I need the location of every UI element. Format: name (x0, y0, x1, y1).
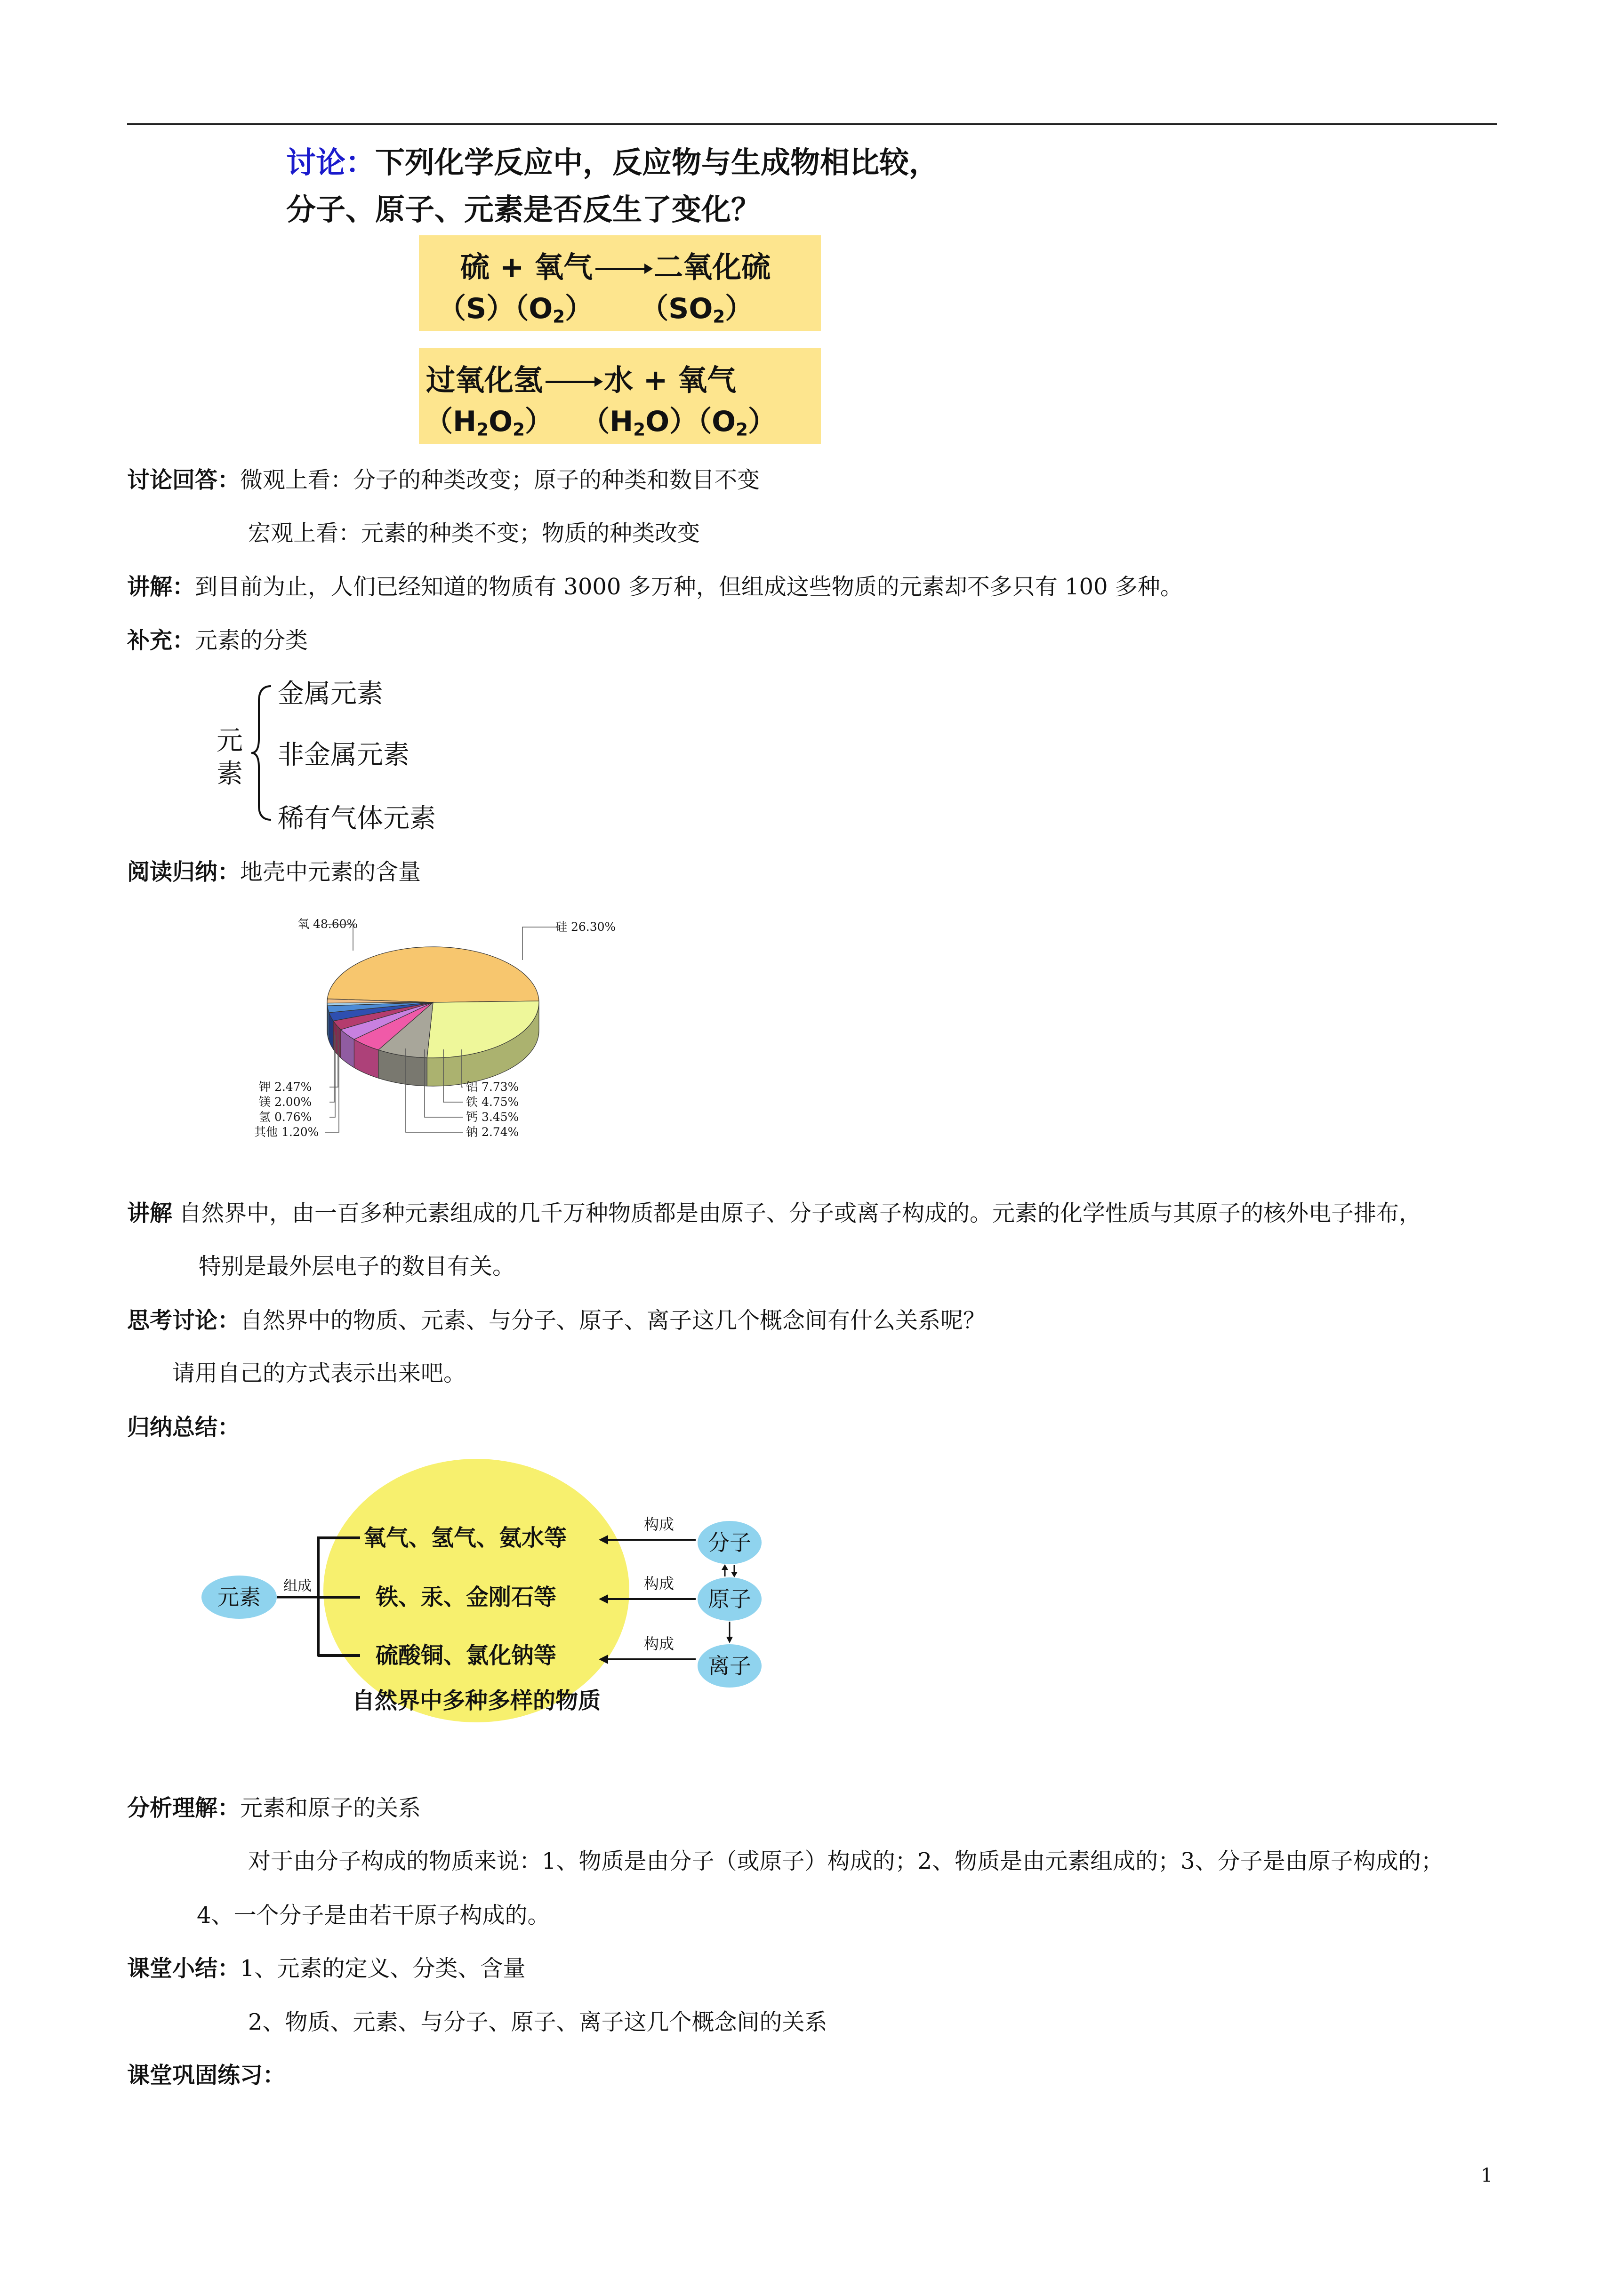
think-label: 思考讨论： (127, 1307, 241, 1334)
formula-so2-sub: 2 (713, 306, 725, 327)
explain-2-text-1: 自然界中，由一百多种元素组成的几千万种物质都是由原子、分子或离子构成的。元素的化学性质与其原子的核外电子排布， (179, 1200, 1422, 1226)
substance-1: 氧气、氢气、氨水等 (363, 1526, 567, 1551)
explain-2-text-2: 特别是最外层电子的数目有关。 (199, 1253, 515, 1280)
concept-map (188, 1459, 800, 1765)
reading (127, 858, 421, 886)
reaction-1-words (460, 244, 771, 286)
header-rule (127, 123, 1497, 125)
formula-s: S (466, 292, 487, 325)
analysis-line-1: 对于由分子构成的物质来说：1、物质是由分子（或原子）构成的；2、物质是由元素组成的；3、分子是由原子构成的； (248, 1848, 1444, 1874)
class-item-metal: 金属元素 (278, 679, 383, 709)
reaction-arrow-icon (595, 268, 651, 270)
f-h: H (610, 405, 634, 438)
pie-label-氢: 氢 0.76% (259, 1110, 312, 1124)
pie-label-铝: 铝 7.73% (466, 1080, 519, 1094)
formula-h2o (610, 405, 669, 438)
pie-label-铁: 铁 4.75% (466, 1095, 519, 1109)
answer-macro: 宏观上看：元素的种类不变；物质的种类改变 (248, 520, 700, 546)
reading-text: 地壳中元素的含量 (240, 859, 421, 885)
substance-2: 铁、汞、金刚石等 (376, 1585, 557, 1610)
classification-root-top: 元 (217, 726, 243, 756)
f-o: O (645, 405, 670, 438)
explain-1 (127, 573, 1183, 601)
class-summary-item-1: 1、元素的定义、分类、含量 (240, 1955, 526, 1982)
class-summary-label: 课堂小结： (127, 1955, 241, 1982)
discussion-question-2: 分子、原子、元素是否反生了变化？ (286, 192, 761, 227)
reaction-2-reactant: 过氧化氢 (426, 363, 543, 397)
class-summary (127, 1954, 526, 1983)
formula-so2 (668, 292, 725, 325)
pie-leader-硅 (522, 927, 560, 960)
f-sub: 2 (476, 419, 489, 440)
pie-label-钠: 钠 2.74% (466, 1125, 519, 1139)
formula-so2-base: SO (668, 292, 713, 325)
pie-label-钾: 钾 2.47% (259, 1080, 312, 1094)
formula-h2o2 (453, 405, 525, 438)
explain-1-text: 到目前为止，人们已经知道的物质有 3000 多万种，但组成这些物质的元素却不多只有 100 多种。 (195, 574, 1183, 600)
constitute-text-2: 构成 (643, 1575, 674, 1592)
formula-o2-base: O (529, 292, 553, 325)
brace-icon (249, 682, 277, 824)
pie-label-氧: 氧 48.60% (297, 917, 358, 931)
explain-1-label: 讲解： (127, 574, 195, 600)
constitute-text-3: 构成 (643, 1635, 674, 1652)
supplement-text: 元素的分类 (195, 627, 308, 654)
page-number: 1 (1481, 2165, 1493, 2186)
analysis (127, 1794, 421, 1822)
class-summary-item-2: 2、物质、元素、与分子、原子、离子这几个概念间的关系 (248, 2009, 827, 2035)
formula-o2 (529, 292, 565, 325)
supplement (127, 626, 308, 655)
class-item-noble-gas: 稀有气体元素 (278, 803, 436, 834)
reaction-box-2 (419, 348, 821, 444)
summary-label: 归纳总结： (127, 1414, 241, 1440)
reaction-1-reactants: 硫 + 氧气 (460, 250, 593, 284)
practice-label: 课堂巩固练习： (127, 2062, 286, 2088)
reaction-2-words (426, 357, 736, 399)
explain-2-label: 讲解 (127, 1200, 173, 1226)
think (127, 1306, 986, 1335)
formula-o2-sub: 2 (553, 306, 565, 327)
explain-2-line-1 (127, 1199, 1421, 1227)
class-item-nonmetal: 非金属元素 (278, 740, 410, 770)
reading-label: 阅读归纳： (127, 859, 241, 885)
substance-caption: 自然界中多种多样的物质 (352, 1688, 601, 1713)
analysis-text: 元素和原子的关系 (240, 1795, 421, 1821)
think-text-2: 请用自己的方式表示出来吧。 (172, 1360, 466, 1386)
discussion-label: 讨论： (286, 145, 375, 180)
f-sub: 2 (736, 419, 748, 440)
constitute-text-1: 构成 (643, 1516, 674, 1533)
element-text: 元素 (217, 1585, 261, 1609)
answer-micro: 微观上看：分子的种类改变；原子的种类和数目不变 (240, 467, 760, 493)
f-h: H (453, 405, 477, 438)
reaction-box-1 (419, 235, 821, 331)
pie-label-硅: 硅 26.30% (555, 920, 616, 934)
answer-label: 讨论回答： (127, 467, 241, 493)
f-sub: 2 (633, 419, 646, 440)
pie-label-其他: 其他 1.20% (254, 1125, 319, 1139)
analysis-line-2: 4、一个分子是由若干原子构成的。 (197, 1902, 550, 1928)
ion-text: 离子 (708, 1654, 751, 1678)
substance-3: 硫酸铜、氯化钠等 (376, 1643, 557, 1668)
discussion-question-1: 下列化学反应中，反应物与生成物相比较， (375, 145, 939, 180)
f-sub: 2 (513, 419, 525, 440)
reaction-2-products: 水 + 氧气 (604, 363, 737, 397)
pie-label-镁: 镁 2.00% (259, 1095, 312, 1109)
formula-o2 (712, 405, 748, 438)
supplement-label: 补充： (127, 627, 195, 654)
classification-root-bottom: 素 (217, 759, 243, 789)
reaction-arrow-icon (546, 381, 601, 383)
atom-text: 原子 (708, 1587, 751, 1611)
compose-text: 组成 (283, 1578, 312, 1594)
crust-composition-pie-chart (254, 908, 621, 1176)
f-o: O (712, 405, 736, 438)
reaction-2-formulas: $(H_2O_2)$ $(H_2O)(O_2)$ (425, 405, 777, 440)
discussion-line-1 (286, 139, 939, 182)
pie-slice-氧 (327, 947, 538, 1002)
think-text: 自然界中的物质、元素、与分子、原子、离子这几个概念间有什么关系呢？ (240, 1307, 986, 1334)
analysis-label: 分析理解： (127, 1795, 241, 1821)
molecule-text: 分子 (708, 1530, 751, 1555)
answer-line-micro (127, 466, 760, 494)
reaction-1-formulas: $(S)(O_2)$ $(SO_2)$ (438, 292, 754, 327)
f-o: O (489, 405, 513, 438)
reaction-1-product: 二氧化硫 (654, 250, 771, 284)
pie-label-钙: 钙 3.45% (466, 1110, 519, 1124)
